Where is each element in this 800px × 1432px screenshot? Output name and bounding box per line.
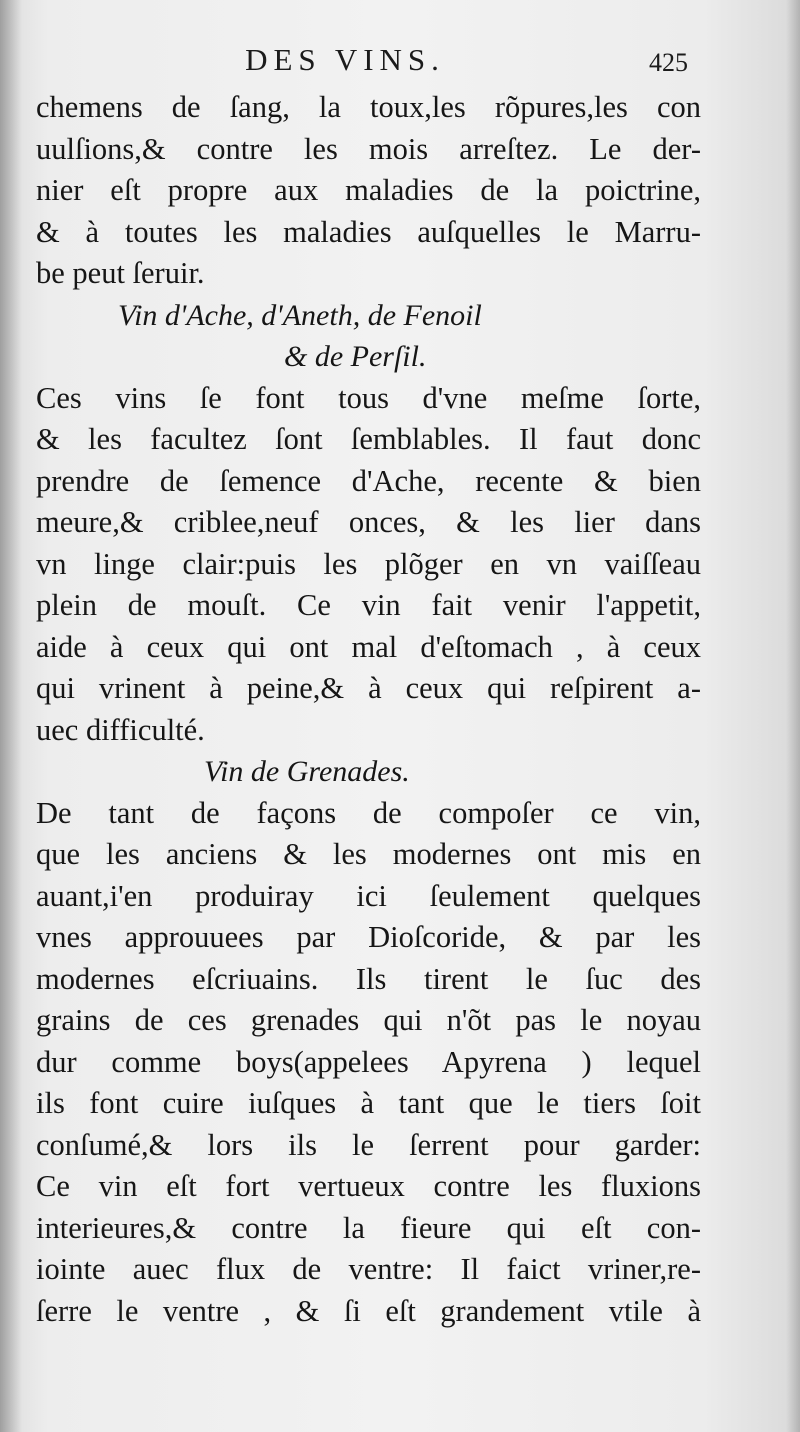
text-line: plein de mouſt. Ce vin fait venir l'appetit, (36, 588, 701, 622)
text-line: modernes eſcriuains. Ils tirent le ſuc des (36, 961, 701, 996)
page-header (0, 40, 800, 86)
text-line: meure,& criblee,neuf onces, & les lier dans (36, 505, 701, 539)
section-heading: Vin d'Ache, d'Aneth, de Fenoil (118, 298, 482, 332)
text-line: interieures,& contre la fieure qui eſt con- (36, 1210, 701, 1245)
text-line: uulſions,& contre les mois arreſtez. Le der- (36, 131, 701, 166)
text-line: Ce vin eſt fort vertueux contre les fluxions (36, 1169, 701, 1203)
page-edge-shadow (786, 0, 800, 1432)
page-text (36, 87, 701, 1332)
text-line: iointe auec flux de ventre: Il faict vriner,re- (36, 1252, 701, 1286)
text-line: & à toutes les maladies auſquelles le Marru- (36, 214, 701, 249)
text-line: auant,i'en produiray ici ſeulement quelques (36, 878, 701, 913)
text-line: aide à ceux qui ont mal d'eſtomach , à ceux (36, 629, 701, 664)
text-line: vnes approuuees par Dioſcoride, & par les (36, 920, 701, 954)
page-number: 425 (649, 48, 688, 77)
text-line: que les anciens & les modernes ont mis en (36, 837, 701, 871)
text-line: chemens de ſang, la toux,les rõpures,les con (36, 90, 701, 124)
text-line: ſerre le ventre , & ſi eſt grandement vtile à (36, 1293, 701, 1328)
running-head: DES VINS. (245, 42, 445, 77)
text-line: De tant de façons de compoſer ce vin, (36, 795, 701, 830)
text-line: be peut ſeruir. (36, 256, 205, 290)
text-line: conſumé,& lors ils le ſerrent pour garder: (36, 1127, 701, 1162)
section-heading-continuation: & de Perſil. (284, 340, 427, 373)
text-line: qui vrinent à peine,& à ceux qui reſpirent a- (36, 671, 701, 705)
text-line: & les facultez ſont ſemblables. Il faut donc (36, 422, 701, 456)
text-line: nier eſt propre aux maladies de la poictrine, (36, 173, 701, 207)
text-line: uec difficulté. (36, 712, 205, 747)
section-heading: Vin de Grenades. (204, 755, 410, 788)
text-line: grains de ces grenades qui n'õt pas le noyau (36, 1003, 701, 1037)
text-line: ils font cuire iuſques à tant que le tiers ſoit (36, 1086, 701, 1120)
text-line: Ces vins ſe font tous d'vne meſme ſorte, (36, 380, 701, 415)
spine-shadow (0, 0, 22, 1432)
text-line: dur comme boys(appelees Apyrena ) lequel (36, 1044, 701, 1079)
text-line: prendre de ſemence d'Ache, recente & bien (36, 463, 701, 498)
text-line: vn linge clair:puis les plõger en vn vaiſſeau (36, 546, 701, 581)
